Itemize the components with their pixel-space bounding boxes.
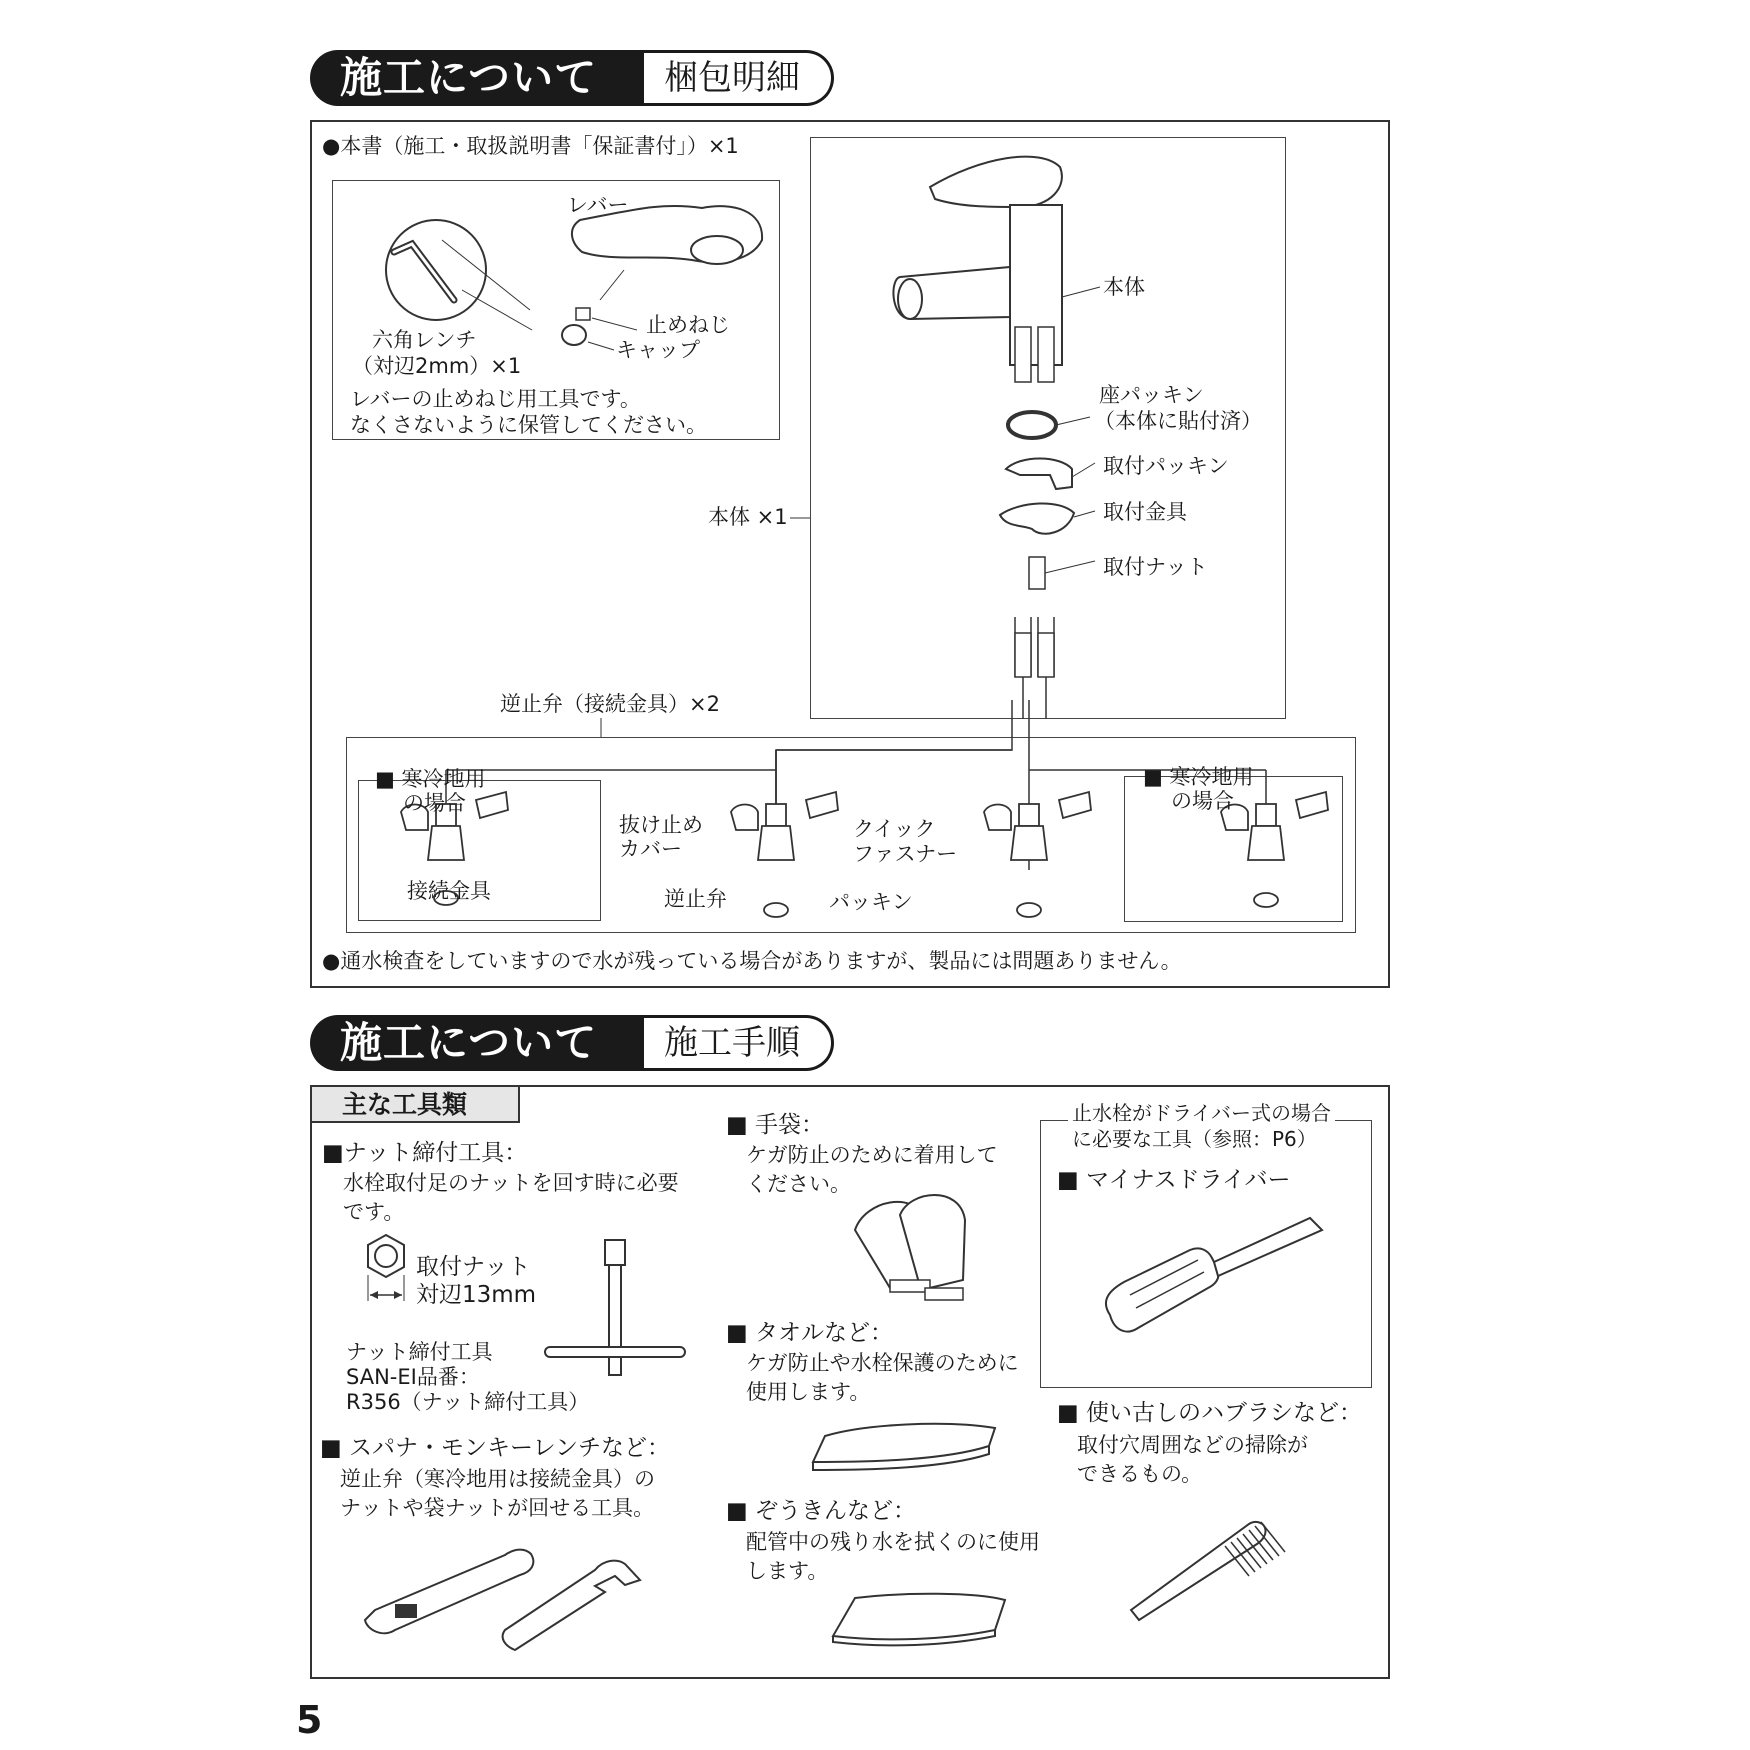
connector-label: 接続金具 [407, 879, 491, 903]
mount-bracket-label: 取付金具 [1103, 500, 1187, 524]
set-screw-label: 止めねじ [646, 313, 730, 337]
cap-label: キャップ [616, 338, 700, 362]
quick-fastener-label-2: ファスナー [853, 842, 958, 866]
page-number: 5 [296, 1698, 323, 1742]
body-count-leader [790, 517, 810, 519]
section1-header-main: 施工について [310, 50, 650, 106]
towel-desc-1: ケガ防止や水栓保護のために [746, 1351, 1019, 1375]
body-label: 本体 [1103, 275, 1145, 299]
packing-label: パッキン [829, 890, 913, 914]
water-note: ●通水検査をしていますので水が残っている場合がありますが、製品には問題ありません。 [322, 949, 1182, 973]
hex-wrench-label: 六角レンチ [372, 328, 477, 352]
section1-header-sub: 梱包明細 [644, 50, 834, 106]
nut-tool-name-1: ナット締付工具 [346, 1340, 493, 1364]
brush-desc-2: できるもの。 [1077, 1462, 1203, 1486]
gloves-desc-2: ください。 [746, 1172, 851, 1196]
check-valve-label: 逆止弁 [664, 887, 727, 911]
section2-header-sub: 施工手順 [644, 1015, 834, 1071]
screwdriver-icon [1100, 1210, 1330, 1350]
brush-title: ■ 使い古しのハブラシなど： [1057, 1400, 1363, 1426]
seat-packing-note: （本体に貼付済） [1094, 409, 1262, 433]
towel-desc-2: 使用します。 [746, 1380, 871, 1404]
check-valve-title: 逆止弁（接続金具）×2 [500, 692, 720, 716]
seat-packing-label: 座パッキン [1099, 383, 1204, 407]
nut-label-1: 取付ナット [416, 1254, 531, 1280]
towel-illustration [805, 1418, 1005, 1478]
nut-label-2: 対辺13mm [416, 1282, 537, 1308]
spanner-desc-2: ナットや袋ナットが回せる工具。 [340, 1496, 655, 1520]
nut-tool-name-3: R356（ナット締付工具） [346, 1390, 590, 1414]
gloves-illustration [845, 1180, 975, 1305]
gloves-title: ■ 手袋： [726, 1112, 825, 1138]
mount-nut-label: 取付ナット [1103, 555, 1208, 579]
quick-fastener-label-1: クイック [853, 817, 936, 841]
nut-tool-desc-1: 水栓取付足のナットを回す時に必要 [343, 1171, 679, 1195]
cold-region-right: ■ 寒冷地用 [1143, 765, 1254, 789]
mount-packing-label: 取付パッキン [1103, 454, 1229, 478]
tools-tab: 主な工具類 [310, 1085, 520, 1123]
retainer-cover-label-1: 抜け止め [619, 813, 703, 837]
rag-illustration [825, 1590, 1015, 1650]
retainer-cover-label-2: カバー [619, 837, 682, 861]
spanner-desc-1: 逆止弁（寒冷地用は接続金具）の [340, 1467, 655, 1491]
spanner-illustration [355, 1530, 655, 1650]
cold-region-left: ■ 寒冷地用 [375, 767, 486, 791]
screwdriver-box-title-2: に必要な工具（参照：P6） [1072, 1127, 1317, 1151]
cold-region-right-case: の場合 [1171, 789, 1234, 813]
main-body-count: 本体 ×1 [708, 505, 788, 529]
screwdriver-title: ■ マイナスドライバー [1057, 1167, 1291, 1193]
rag-title: ■ ぞうきんなど： [726, 1498, 917, 1524]
section2-header [310, 1015, 840, 1071]
spanner-title: ■ スパナ・モンキーレンチなど： [320, 1435, 671, 1461]
manual-note: ●本書（施工・取扱説明書「保証書付」）×1 [322, 134, 739, 158]
rag-desc-2: します。 [746, 1559, 829, 1583]
rag-desc-1: 配管中の残り水を拭くのに使用 [746, 1530, 1040, 1554]
nut-tool-desc-2: です。 [343, 1200, 405, 1224]
toothbrush-icon [1125, 1500, 1315, 1620]
section2-header-main: 施工について [310, 1015, 650, 1071]
wrench-note-1: レバーの止めねじ用工具です。 [350, 387, 641, 411]
towel-title: ■ タオルなど： [726, 1320, 894, 1346]
nut-tool-name-2: SAN-EI品番： [346, 1365, 480, 1389]
brush-desc-1: 取付穴周囲などの掃除が [1077, 1433, 1308, 1457]
hex-wrench-size: （対辺2mm）×1 [352, 354, 522, 378]
screwdriver-box-title-1: 止水栓がドライバー式の場合 [1068, 1098, 1335, 1128]
cold-region-left-case: の場合 [403, 791, 466, 815]
nut-tool-title: ■ナット締付工具： [322, 1140, 528, 1166]
wrench-note-2: なくさないように保管してください。 [350, 413, 707, 437]
lever-label: レバー [567, 193, 629, 217]
gloves-desc-1: ケガ防止のために着用して [746, 1143, 998, 1167]
section1-header [310, 50, 840, 106]
